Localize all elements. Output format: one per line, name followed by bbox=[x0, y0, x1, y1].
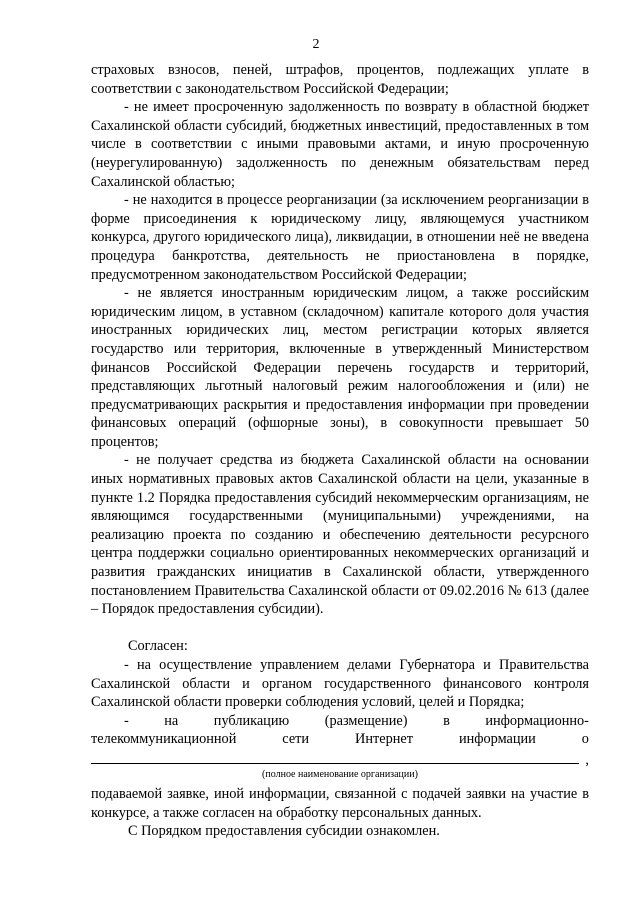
document-body bbox=[91, 61, 589, 841]
paragraph-not-foreign-entity: - не является иностранным юридическим лицом, а также российским юридическим лицом, в уставном (складочном) капитале которого доля участия иностранных юридических лиц, местом регистрации которых является государство или территория, включенные в утвержденный Министерством финансов Российской Федерации перечень государств и территорий, представляющих льготный налоговый режим налогообложения и (или) не предусматривающих раскрытия и предоставления информации при проведении финансовых операций (офшорные зоны), в совокупности превышает 50 процентов; bbox=[91, 285, 589, 450]
word: (размещение) bbox=[324, 712, 408, 729]
blank-comma: , bbox=[585, 751, 589, 768]
word: информационно- bbox=[485, 712, 589, 729]
word: - bbox=[124, 712, 129, 729]
agree-publication-line-1 bbox=[91, 712, 589, 731]
organization-name-caption: (полное наименование организации) bbox=[262, 768, 418, 780]
word: в bbox=[443, 712, 450, 729]
agree-inspection: - на осуществление управлением делами Губернатора и Правительства Сахалинской области и органом государственного финансового контроля Сахалинской области проверки соблюдения условий, целей и Порядка; bbox=[91, 657, 589, 711]
word: на bbox=[164, 712, 179, 729]
word: телекоммуникационной bbox=[91, 731, 237, 748]
paragraph-no-reorganization: - не находится в процессе реорганизации (за исключением реорганизации в форме присоединения к юридическому лицу, являющемуся участником конкурса, другого юридического лица), ликвидации, в отношении неё не введена процедура банкротства, деятельность не приостановлена в порядке, предусмотренном законодательством Российской Федерации; bbox=[91, 192, 589, 283]
paragraph-no-overdue-debt: - не имеет просроченную задолженность по возврату в областной бюджет Сахалинской области субсидий, бюджетных инвестиций, предоставленных в том числе в соответствии с иными правовыми актами, и иную просроченную (неурегулированную) задолженность по денежным обязательствам перед Сахалинской областью; bbox=[91, 99, 589, 190]
word: публикацию bbox=[213, 712, 290, 729]
word: информации bbox=[458, 731, 536, 748]
paragraph-contributions: страховых взносов, пеней, штрафов, процентов, подлежащих уплате в соответствии с законодательством Российской Федерации; bbox=[91, 62, 589, 97]
paragraph-acquainted: С Порядком предоставления субсидии ознакомлен. bbox=[128, 823, 440, 840]
page-number: 2 bbox=[312, 37, 320, 52]
word: сети bbox=[282, 731, 310, 748]
spacer bbox=[91, 619, 589, 638]
paragraph-no-other-funds: - не получает средства из бюджета Сахалинской области на основании иных нормативных правовых актов Сахалинской области на цели, указанные в пункте 1.2 Порядка предоставления субсидий некоммерческим организациям, не являющимся государственными (муниципальными) учреждениями, на реализацию проекта по созданию и обеспечению деятельности ресурсного центра поддержки социально ориентированных некоммерческих организаций и развития гражданских инициатив в Сахалинской области, утвержденного постановлением Правительства Сахалинской области от 09.02.2016 № 613 (далее – Порядок предоставления субсидии). bbox=[91, 452, 589, 618]
word: о bbox=[581, 731, 589, 748]
agree-publication-line-2 bbox=[91, 730, 589, 749]
word: Интернет bbox=[355, 731, 413, 748]
agree-heading: Согласен: bbox=[128, 638, 188, 655]
organization-name-blank[interactable] bbox=[91, 749, 589, 769]
organization-name-line[interactable] bbox=[91, 749, 579, 764]
paragraph-application-info: подаваемой заявке, иной информации, связанной с подачей заявки на участие в конкурсе, а также согласен на обработку персональных данных. bbox=[91, 785, 589, 821]
